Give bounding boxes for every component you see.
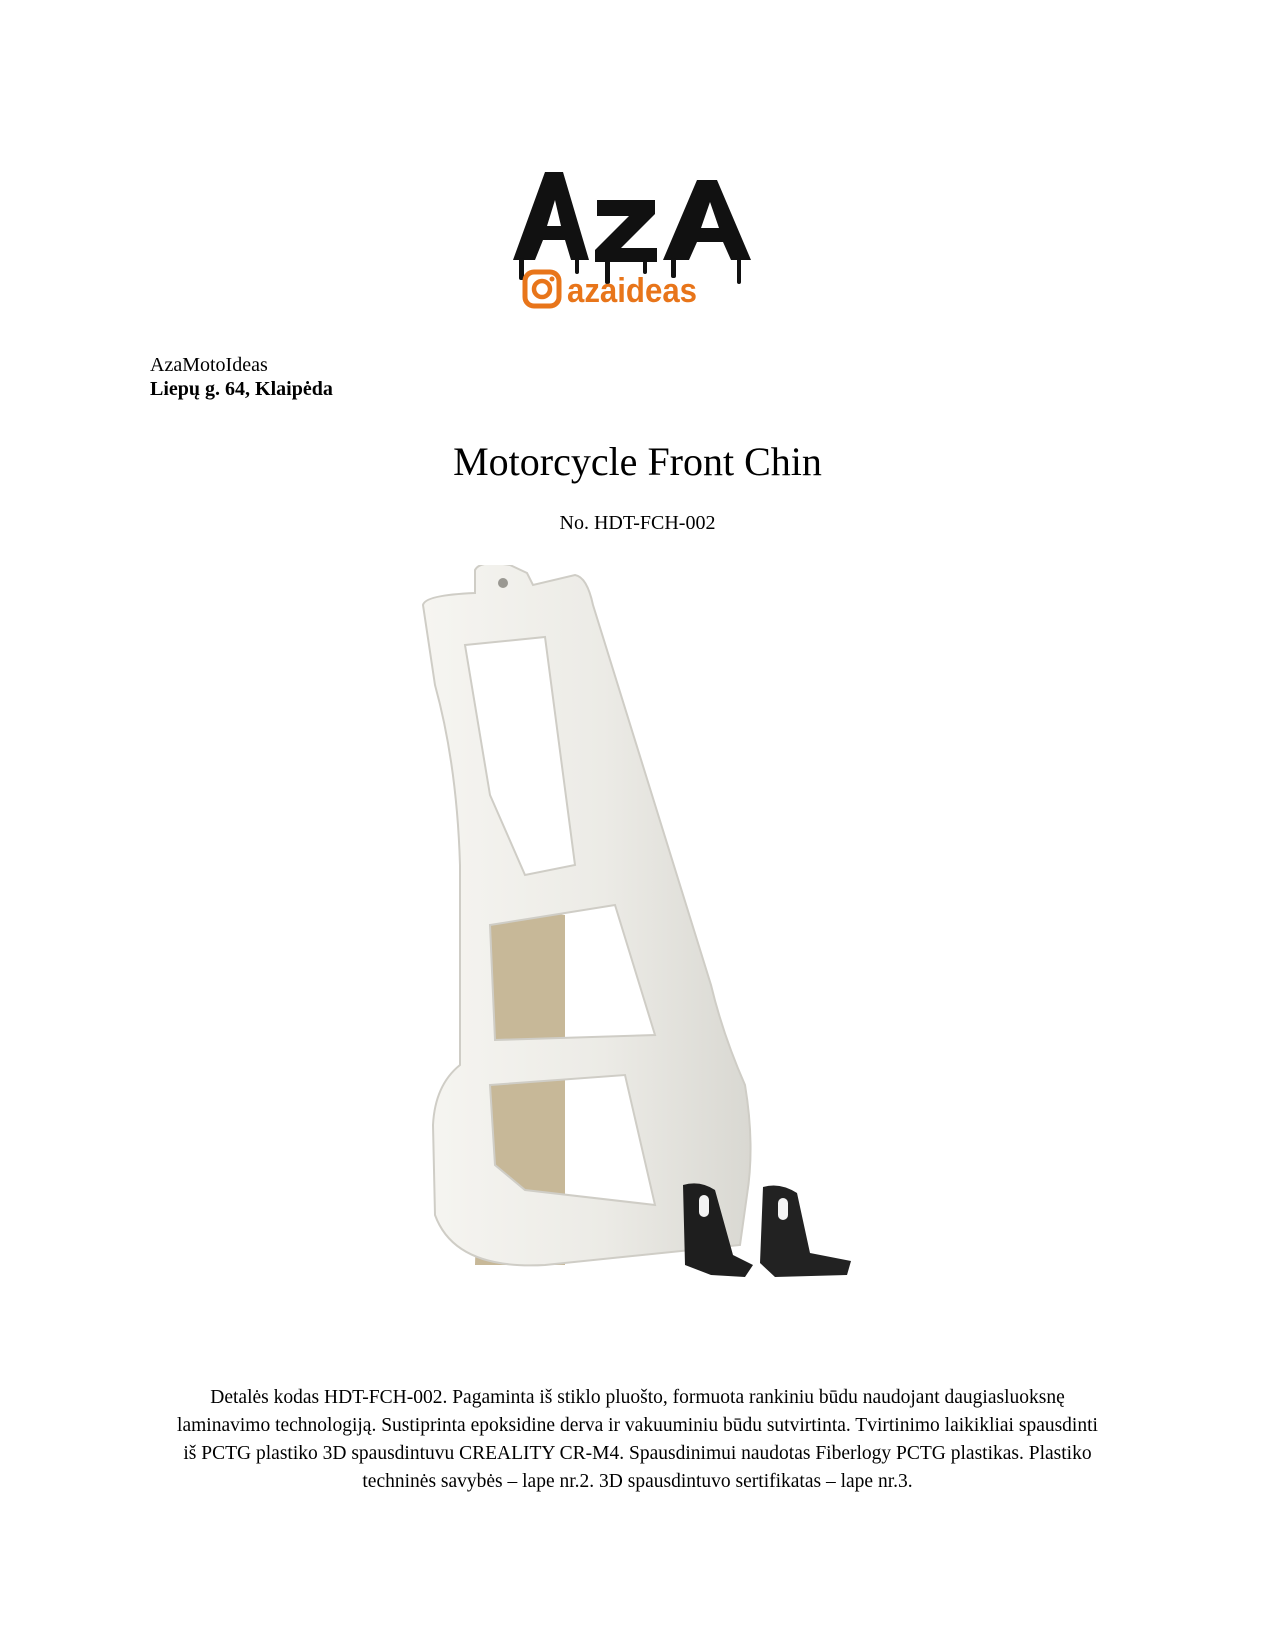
company-name: AzaMotoIdeas (150, 354, 268, 376)
front-chin-illustration (415, 565, 915, 1340)
instagram-icon (525, 272, 559, 306)
aza-logo-graphic (505, 160, 765, 320)
part-number: No. HDT-FCH-002 (559, 512, 716, 534)
company-block (150, 353, 333, 401)
mount-hole (498, 578, 508, 588)
aza-lettering (513, 172, 751, 284)
right-bracket (760, 1185, 851, 1277)
company-address: Liepų g. 64, Klaipėda (150, 378, 333, 400)
instagram-handle: azaideas (567, 272, 697, 310)
document-title: Motorcycle Front Chin (453, 439, 822, 484)
company-logo (505, 160, 765, 320)
product-description: Detalės kodas HDT-FCH-002. Pagaminta iš stiklo pluošto, formuota rankiniu būdu naudojant daugiasluoksnę laminavimo technologiją. Sustiprinta epoksidine derva ir vakuuminiu būdu sutvirtinta. Tvirtinimo laikikliai spausdinti iš PCTG plastiko 3D spausdintuvu CREALITY CR-M4. Spausdinimui naudotas Fiberlogy PCTG plastikas. Plastiko techninės savybės – lape nr.2. 3D spausdintuvo sertifikatas – lape nr.3. (177, 1387, 1098, 1492)
product-photo (415, 565, 915, 1340)
fairing-body (423, 565, 751, 1265)
